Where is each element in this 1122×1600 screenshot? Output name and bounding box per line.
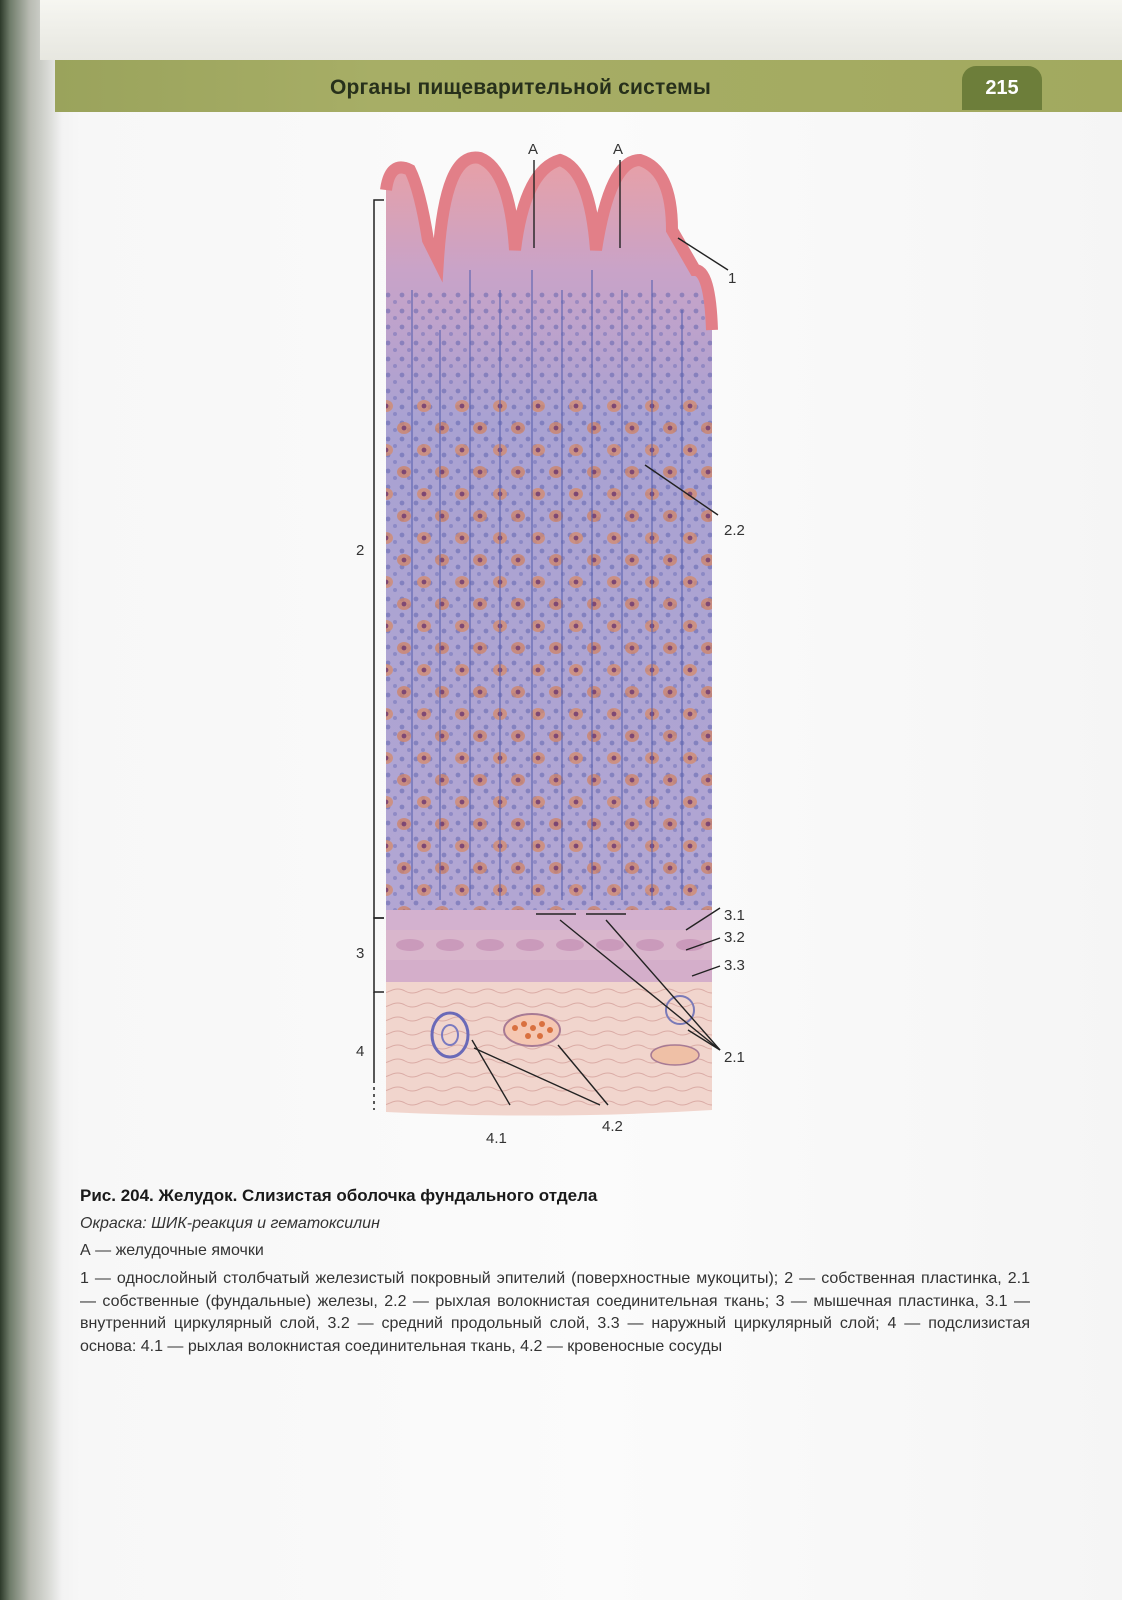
page-number: 215 [962, 66, 1042, 110]
label-3: 3 [356, 945, 365, 962]
label-2-2: 2.2 [724, 522, 745, 539]
page-top-margin [40, 0, 1122, 60]
figure-caption-title: Рис. 204. Желудок. Слизистая оболочка фундального отдела [80, 1186, 598, 1205]
label-3-3: 3.3 [724, 957, 745, 974]
muscle-layer-3-3 [386, 960, 712, 982]
figure-stain-note: Окраска: ШИК-реакция и гематоксилин [80, 1215, 380, 1232]
running-title: Органы пищеварительной системы [330, 76, 711, 99]
label-pit-a-right: А [613, 141, 624, 158]
label-4-1: 4.1 [486, 1130, 507, 1147]
label-2: 2 [356, 542, 365, 559]
label-pit-a-left: А [528, 141, 539, 158]
label-3-2: 3.2 [724, 929, 745, 946]
book-spine [0, 0, 62, 1600]
label-3-1: 3.1 [724, 907, 745, 924]
figure-legend-body: 1 — однослойный столбчатый железистый покровный эпителий (поверхностные мукоциты); 2 — собственная пластинка, 2.1 — собственные (фундальные) железы, 2.2 — рыхлая волокнистая соединительная ткань; 3 — мышечная пластинка, 3.1 — внутренний циркулярный слой, 3.2 — средний продольный слой, 3.3 — наружный циркулярный слой; 4 — подслизистая основа: 4.1 — рыхлая волокнистая соединительная ткань, 4.2 — кровеносные сосуды [80, 1270, 1030, 1355]
parietal-cells [386, 390, 712, 910]
figure-legend-pits: А — желудочные ямочки [80, 1242, 264, 1259]
label-4: 4 [356, 1043, 365, 1060]
label-2-1: 2.1 [724, 1049, 745, 1066]
muscle-layer-3-1 [386, 910, 712, 930]
histology-figure [300, 130, 780, 1160]
label-1: 1 [728, 270, 737, 287]
label-4-2: 4.2 [602, 1118, 623, 1135]
layer-brackets [374, 200, 384, 1110]
stomach-mucosa-illustration [300, 130, 780, 1160]
